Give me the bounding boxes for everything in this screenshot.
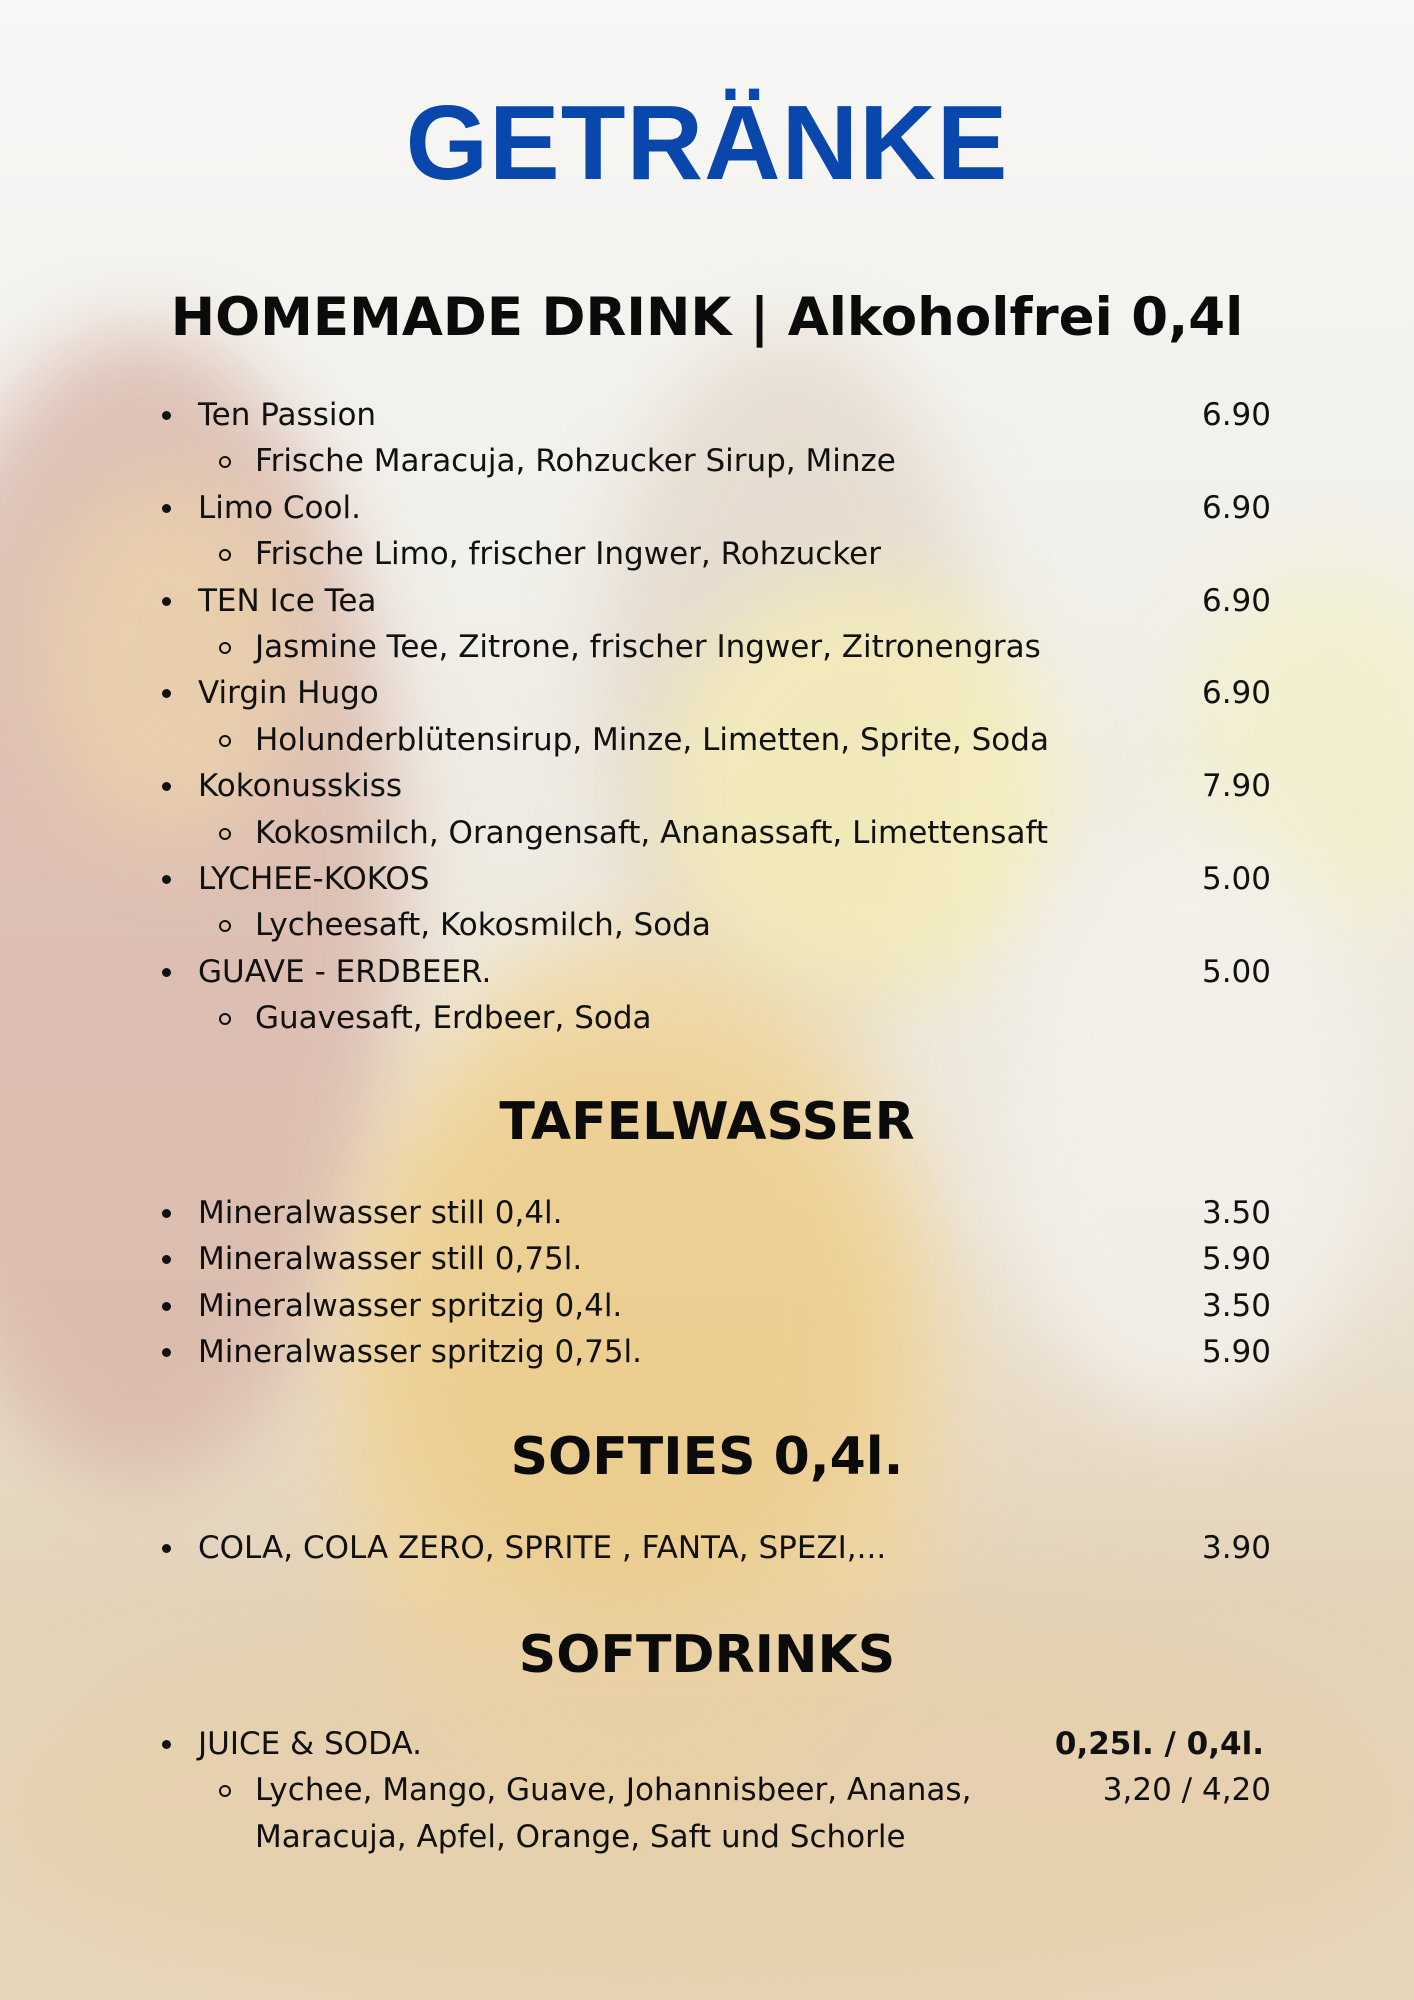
item-name: TEN Ice Tea bbox=[198, 582, 377, 619]
item-price: 5.00 bbox=[1201, 953, 1271, 990]
item-name: Kokonusskiss bbox=[198, 768, 403, 805]
menu-item bbox=[0, 1236, 1414, 1282]
item-price: 5.90 bbox=[1201, 1334, 1271, 1371]
menu-item-description bbox=[0, 531, 1414, 577]
bullet-icon bbox=[162, 689, 171, 698]
bullet-icon bbox=[162, 782, 171, 791]
circle-bullet-icon bbox=[219, 1013, 231, 1025]
section-title-softdrinks: SOFTDRINKS bbox=[518, 1625, 896, 1685]
tafelwasser-list bbox=[0, 1190, 1414, 1376]
item-name: JUICE & SODA. bbox=[198, 1726, 423, 1762]
menu-item bbox=[0, 1525, 1414, 1571]
item-description: Kokosmilch, Orangensaft, Ananassaft, Limettensaft bbox=[255, 814, 1048, 851]
item-name: Mineralwasser still 0,4l. bbox=[198, 1195, 563, 1231]
menu-item bbox=[0, 1721, 1414, 1767]
item-price: 3.90 bbox=[1201, 1530, 1271, 1566]
bullet-icon bbox=[162, 1302, 171, 1311]
circle-bullet-icon bbox=[219, 735, 231, 747]
item-price: 3.50 bbox=[1201, 1287, 1271, 1324]
bullet-icon bbox=[162, 411, 171, 420]
bullet-icon bbox=[162, 504, 171, 513]
item-price: 5.90 bbox=[1201, 1241, 1271, 1278]
circle-bullet-icon bbox=[219, 1785, 231, 1797]
bullet-icon bbox=[162, 875, 171, 884]
softies-list bbox=[0, 1525, 1414, 1571]
item-price: 6.90 bbox=[1201, 582, 1271, 619]
menu-item bbox=[0, 763, 1414, 809]
item-name: Ten Passion bbox=[198, 397, 377, 433]
menu-item-description-continued bbox=[0, 1814, 1414, 1860]
circle-bullet-icon bbox=[219, 920, 231, 932]
page-title: GETRÄNKE bbox=[405, 84, 1009, 202]
menu-item bbox=[0, 485, 1414, 531]
item-name: LYCHEE-KOKOS bbox=[198, 860, 430, 897]
menu-item-description bbox=[0, 438, 1414, 484]
item-name: Mineralwasser still 0,75l. bbox=[198, 1241, 583, 1278]
item-name: COLA, COLA ZERO, SPRITE , FANTA, SPEZI,... bbox=[198, 1530, 887, 1566]
bullet-icon bbox=[162, 1348, 171, 1357]
item-price: 6.90 bbox=[1201, 675, 1271, 712]
menu-item bbox=[0, 1329, 1414, 1375]
bullet-icon bbox=[162, 1255, 171, 1264]
item-description: Frische Maracuja, Rohzucker Sirup, Minze bbox=[255, 443, 896, 480]
bullet-icon bbox=[162, 597, 171, 606]
softdrinks-list bbox=[0, 1721, 1414, 1860]
item-price: 3,20 / 4,20 bbox=[1102, 1772, 1271, 1809]
item-size: 0,25l. / 0,4l. bbox=[1054, 1726, 1264, 1762]
menu-item bbox=[0, 856, 1414, 902]
item-description: Guavesaft, Erdbeer, Soda bbox=[255, 1000, 652, 1037]
item-description: Jasmine Tee, Zitrone, frischer Ingwer, Zitronengras bbox=[255, 628, 1041, 665]
circle-bullet-icon bbox=[219, 456, 231, 468]
bullet-icon bbox=[162, 1740, 171, 1749]
item-description: Lychee, Mango, Guave, Johannisbeer, Ananas, bbox=[255, 1772, 972, 1809]
section-title-tafelwasser: TAFELWASSER bbox=[499, 1092, 915, 1152]
item-price: 6.90 bbox=[1201, 397, 1271, 433]
item-name: Mineralwasser spritzig 0,75l. bbox=[198, 1334, 643, 1371]
circle-bullet-icon bbox=[219, 642, 231, 654]
bullet-icon bbox=[162, 1544, 171, 1553]
item-description: Maracuja, Apfel, Orange, Saft und Schorle bbox=[255, 1818, 906, 1855]
item-description: Frische Limo, frischer Ingwer, Rohzucker bbox=[255, 536, 881, 573]
menu-item bbox=[0, 578, 1414, 624]
menu-item-description bbox=[0, 717, 1414, 763]
section-title-softies: SOFTIES 0,4l. bbox=[510, 1427, 904, 1487]
circle-bullet-icon bbox=[219, 828, 231, 840]
item-name: Mineralwasser spritzig 0,4l. bbox=[198, 1287, 623, 1324]
bullet-icon bbox=[162, 1209, 171, 1218]
menu-item-description bbox=[0, 1767, 1414, 1813]
item-name: GUAVE - ERDBEER. bbox=[198, 953, 492, 990]
menu-item bbox=[0, 1283, 1414, 1329]
item-name: Limo Cool. bbox=[198, 489, 361, 526]
menu-item bbox=[0, 949, 1414, 995]
bullet-icon bbox=[162, 968, 171, 977]
item-description: Holunderblütensirup, Minze, Limetten, Sprite, Soda bbox=[255, 721, 1049, 758]
item-price: 7.90 bbox=[1201, 768, 1271, 805]
menu-item bbox=[0, 1190, 1414, 1236]
item-price: 5.00 bbox=[1201, 860, 1271, 897]
circle-bullet-icon bbox=[219, 549, 231, 561]
menu-item-description bbox=[0, 995, 1414, 1041]
menu-item bbox=[0, 392, 1414, 438]
menu-item-description bbox=[0, 902, 1414, 948]
menu-item bbox=[0, 670, 1414, 716]
item-price: 6.90 bbox=[1201, 489, 1271, 526]
item-name: Virgin Hugo bbox=[198, 675, 379, 712]
item-description: Lycheesaft, Kokosmilch, Soda bbox=[255, 907, 711, 944]
item-price: 3.50 bbox=[1201, 1195, 1271, 1231]
menu-item-description bbox=[0, 810, 1414, 856]
section-title-homemade: HOMEMADE DRINK | Alkoholfrei 0,4l bbox=[170, 287, 1244, 348]
menu-item-description bbox=[0, 624, 1414, 670]
homemade-list bbox=[0, 392, 1414, 1041]
